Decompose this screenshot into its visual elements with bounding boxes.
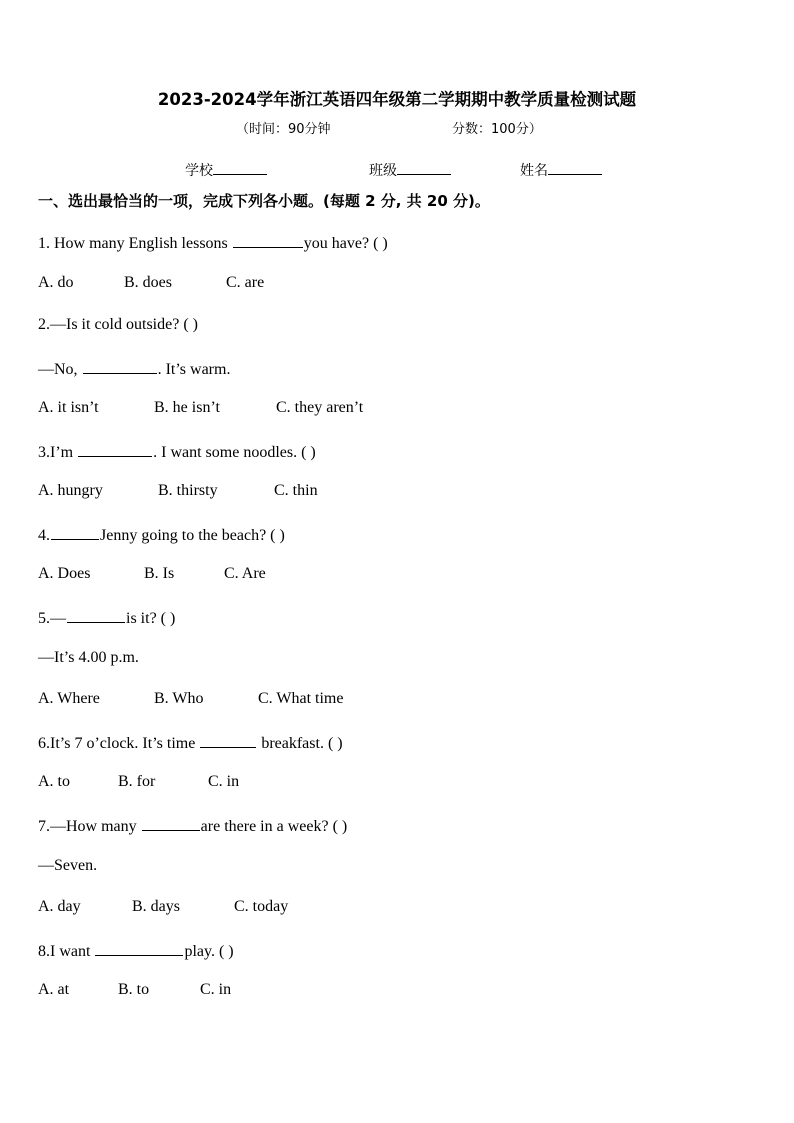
answer-blank: [51, 524, 99, 540]
question-8-stem: 8.I want play. ( ): [38, 940, 234, 961]
option-b: B. thirsty: [158, 482, 218, 499]
question-2-stem: 2.—Is it cold outside? ( ): [38, 316, 198, 333]
question-3-options: [38, 482, 318, 500]
answer-blank: [78, 441, 152, 457]
question-6-stem: 6.It’s 7 o’clock. It’s time breakfast. ( ): [38, 732, 343, 753]
option-b: B. he isn’t: [154, 399, 220, 416]
question-6-options: [38, 773, 239, 791]
option-c: C. Are: [224, 565, 266, 582]
question-3-stem: 3.I’m . I want some noodles. ( ): [38, 441, 316, 462]
question-2-options: [38, 399, 363, 417]
option-a: A. it isn’t: [38, 399, 99, 416]
option-c: C. today: [234, 898, 289, 915]
question-5-stem: 5.— is it? ( ): [38, 607, 175, 628]
class-blank: [397, 160, 451, 175]
name-label: 姓名: [520, 163, 548, 179]
question-5-options: [38, 690, 343, 708]
option-c: C. in: [200, 981, 232, 998]
answer-blank: [142, 815, 200, 831]
question-7-options: [38, 898, 288, 916]
option-a: A. hungry: [38, 482, 103, 499]
section-heading: 一、选出最恰当的一项，完成下列各小题。(每题 2 分, 共 20 分)。: [38, 192, 490, 210]
answer-blank: [233, 232, 303, 248]
question-1-stem: 1. How many English lessons you have? ( ): [38, 232, 388, 253]
option-a: A. Does: [38, 565, 91, 582]
answer-blank: [83, 358, 157, 374]
option-a: A. Where: [38, 690, 100, 707]
option-a: A. do: [38, 274, 74, 291]
option-c: C. thin: [274, 482, 318, 499]
school-blank: [213, 160, 267, 175]
option-c: C. What time: [258, 690, 344, 707]
option-c: C. in: [208, 773, 240, 790]
question-1-options: [38, 274, 264, 292]
option-a: A. day: [38, 898, 81, 915]
option-b: B. days: [132, 898, 180, 915]
answer-blank: [95, 940, 183, 956]
question-4-stem: 4. Jenny going to the beach? ( ): [38, 524, 285, 545]
question-7-stem: 7.—How many are there in a week? ( ): [38, 815, 347, 836]
school-field: [185, 160, 267, 180]
question-5-reply: —It’s 4.00 p.m.: [38, 649, 139, 666]
option-b: B. for: [118, 773, 156, 790]
question-7-reply: —Seven.: [38, 857, 98, 874]
exam-title: 2023-2024学年浙江英语四年级第二学期期中教学质量检测试题: [157, 90, 637, 109]
option-b: B. Who: [154, 690, 204, 707]
option-b: B. to: [118, 981, 150, 998]
answer-blank: [200, 732, 256, 748]
option-a: A. to: [38, 773, 70, 790]
class-field: [369, 160, 451, 180]
total-score: 分数：100分）: [452, 122, 542, 137]
time-limit: （时间：90分钟: [236, 122, 331, 137]
option-c: C. they aren’t: [276, 399, 364, 416]
option-a: A. at: [38, 981, 70, 998]
school-label: 学校: [185, 163, 213, 179]
answer-blank: [67, 607, 125, 623]
question-2-reply: —No, . It’s warm.: [38, 358, 230, 379]
option-b: B. does: [124, 274, 172, 291]
name-field: [520, 160, 602, 180]
option-b: B. Is: [144, 565, 175, 582]
class-label: 班级: [369, 163, 397, 179]
question-8-options: [38, 981, 231, 999]
question-4-options: [38, 565, 266, 583]
option-c: C. are: [226, 274, 265, 291]
name-blank: [548, 160, 602, 175]
